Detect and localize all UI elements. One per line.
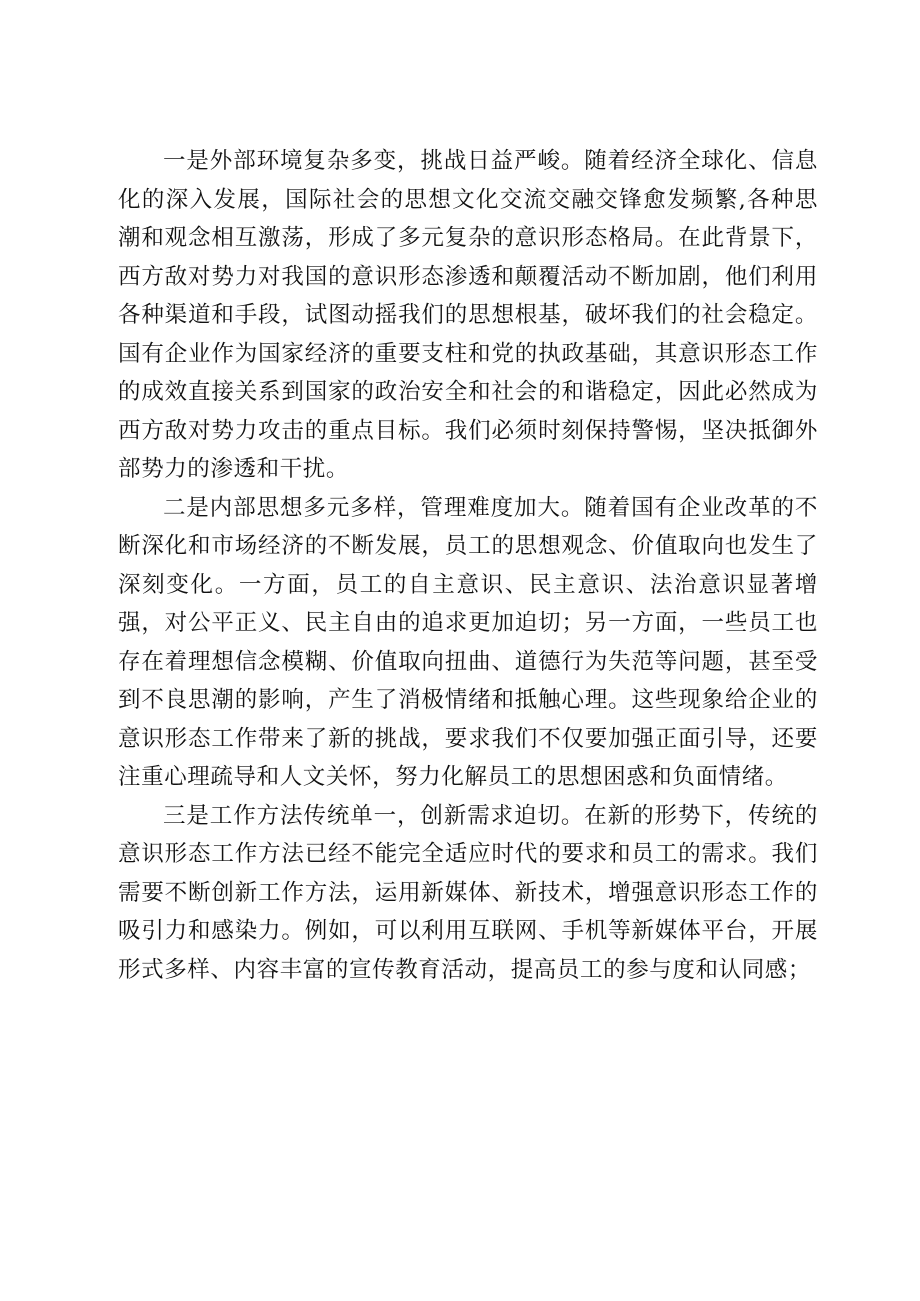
document-body xyxy=(118,142,818,989)
paragraph-internal-thought: 二是内部思想多元多样，管理难度加大。随着国有企业改革的不断深化和市场经济的不断发展，员工的思想观念、价值取向也发生了深刻变化。一方面，员工的自主意识、民主意识、法治意识显著增强，对公平正义、民主自由的追求更加迫切；另一方面，一些员工也存在着理想信念模糊、价值取向扭曲、道德行为失范等问题，甚至受到不良思潮的影响，产生了消极情绪和抵触心理。这些现象给企业的意识形态工作带来了新的挑战，要求我们不仅要加强正面引导，还要注重心理疏导和人文关怀，努力化解员工的思想困惑和负面情绪。 xyxy=(118,494,818,790)
paragraph-work-methods: 三是工作方法传统单一，创新需求迫切。在新的形势下，传统的意识形态工作方法已经不能完全适应时代的要求和员工的需求。我们需要不断创新工作方法，运用新媒体、新技术，增强意识形态工作的吸引力和感染力。例如，可以利用互联网、手机等新媒体平台，开展形式多样、内容丰富的宣传教育活动，提高员工的参与度和认同感； xyxy=(118,802,818,983)
paragraph-external-environment: 一是外部环境复杂多变，挑战日益严峻。随着经济全球化、信息化的深入发展，国际社会的思想文化交流交融交锋愈发频繁,各种思潮和观念相互激荡，形成了多元复杂的意识形态格局。在此背景下，西方敌对势力对我国的意识形态渗透和颠覆活动不断加剧，他们利用各种渠道和手段，试图动摇我们的思想根基，破坏我们的社会稳定。国有企业作为国家经济的重要支柱和党的执政基础，其意识形态工作的成效直接关系到国家的政治安全和社会的和谐稳定，因此必然成为西方敌对势力攻击的重点目标。我们必须时刻保持警惕，坚决抵御外部势力的渗透和干扰。 xyxy=(118,148,818,482)
